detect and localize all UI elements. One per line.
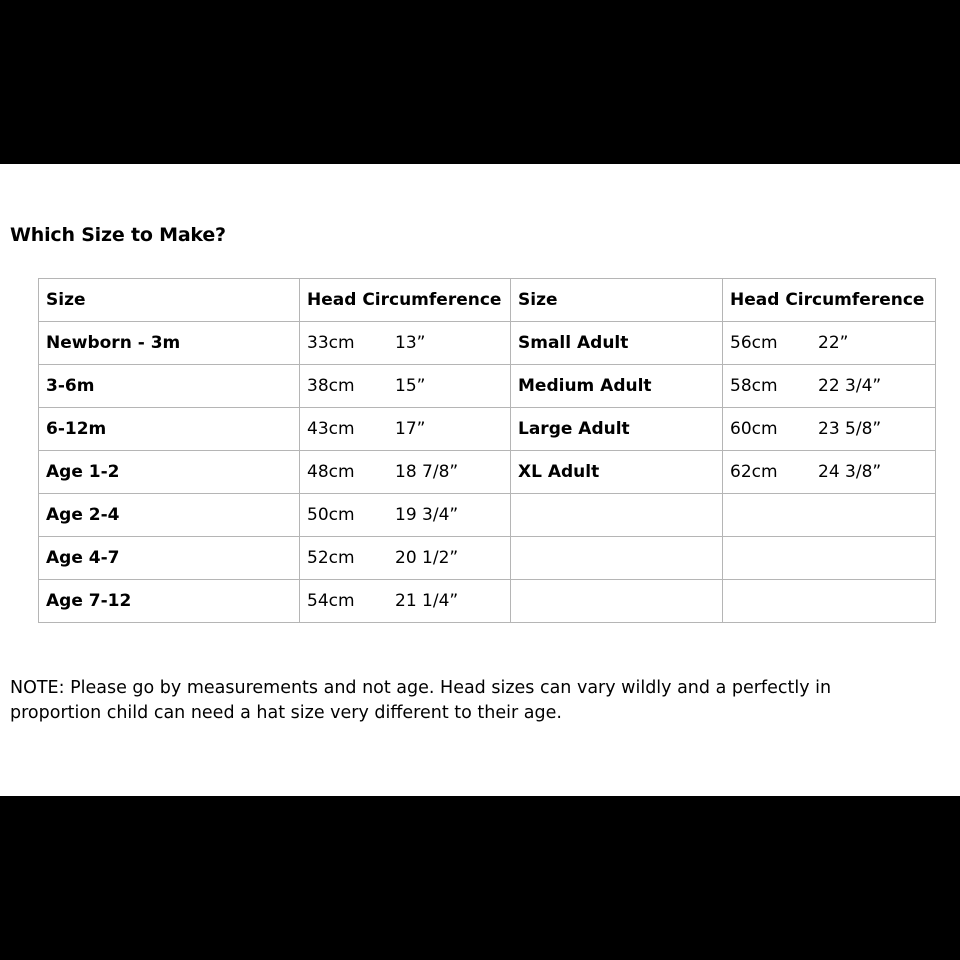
column-header-size: Size	[511, 279, 723, 322]
table-row	[39, 408, 936, 451]
measurement-cm: 52cm	[307, 548, 355, 568]
size-cell: Small Adult	[511, 322, 723, 365]
measurement-cell	[723, 580, 936, 623]
size-cell: Large Adult	[511, 408, 723, 451]
size-cell	[511, 494, 723, 537]
table-row	[39, 322, 936, 365]
table-row	[39, 451, 936, 494]
size-cell: XL Adult	[511, 451, 723, 494]
size-cell: 6-12m	[39, 408, 300, 451]
measurement-cell	[300, 494, 511, 537]
measurement-cell	[300, 451, 511, 494]
measurement-cell	[300, 537, 511, 580]
column-header-head-circumference: Head Circumference	[300, 279, 511, 322]
measurement-cm: 54cm	[307, 591, 355, 611]
size-cell: Age 1-2	[39, 451, 300, 494]
table-row	[39, 494, 936, 537]
top-letterbox	[0, 0, 960, 164]
measurement-inches: 22 3/4”	[818, 376, 882, 396]
size-cell: Newborn - 3m	[39, 322, 300, 365]
column-header-head-circumference: Head Circumference	[723, 279, 936, 322]
measurement-inches: 15”	[395, 376, 426, 396]
measurement-inches: 13”	[395, 333, 426, 353]
size-cell	[511, 537, 723, 580]
measurement-cell	[300, 580, 511, 623]
measurement-inches: 18 7/8”	[395, 462, 459, 482]
measurement-cm: 43cm	[307, 419, 355, 439]
size-cell: 3-6m	[39, 365, 300, 408]
measurement-cm: 38cm	[307, 376, 355, 396]
size-cell	[511, 580, 723, 623]
sizing-note: NOTE: Please go by measurements and not age. Head sizes can vary wildly and a perfectly in proportion child can need a hat size very different to their age.	[10, 678, 832, 723]
bottom-letterbox	[0, 796, 960, 960]
measurement-cm: 62cm	[730, 462, 778, 482]
size-table	[38, 278, 936, 623]
table-row	[39, 365, 936, 408]
measurement-inches: 21 1/4”	[395, 591, 459, 611]
measurement-inches: 24 3/8”	[818, 462, 882, 482]
measurement-cm: 60cm	[730, 419, 778, 439]
table-row	[39, 580, 936, 623]
page-title: Which Size to Make?	[10, 224, 226, 246]
measurement-inches: 19 3/4”	[395, 505, 459, 525]
measurement-cm: 33cm	[307, 333, 355, 353]
measurement-inches: 20 1/2”	[395, 548, 459, 568]
measurement-inches: 22”	[818, 333, 849, 353]
measurement-inches: 23 5/8”	[818, 419, 882, 439]
table-header-row	[39, 279, 936, 322]
measurement-cm: 50cm	[307, 505, 355, 525]
column-header-size: Size	[39, 279, 300, 322]
measurement-cell	[300, 322, 511, 365]
measurement-cell	[723, 494, 936, 537]
measurement-cell	[723, 537, 936, 580]
measurement-cell	[723, 365, 936, 408]
measurement-cell	[723, 322, 936, 365]
measurement-cm: 58cm	[730, 376, 778, 396]
measurement-cm: 56cm	[730, 333, 778, 353]
size-cell: Age 7-12	[39, 580, 300, 623]
document-page	[0, 164, 960, 796]
size-cell: Age 2-4	[39, 494, 300, 537]
size-cell: Medium Adult	[511, 365, 723, 408]
size-cell: Age 4-7	[39, 537, 300, 580]
measurement-inches: 17”	[395, 419, 426, 439]
measurement-cm: 48cm	[307, 462, 355, 482]
measurement-cell	[300, 408, 511, 451]
measurement-cell	[723, 408, 936, 451]
table-row	[39, 537, 936, 580]
measurement-cell	[723, 451, 936, 494]
measurement-cell	[300, 365, 511, 408]
